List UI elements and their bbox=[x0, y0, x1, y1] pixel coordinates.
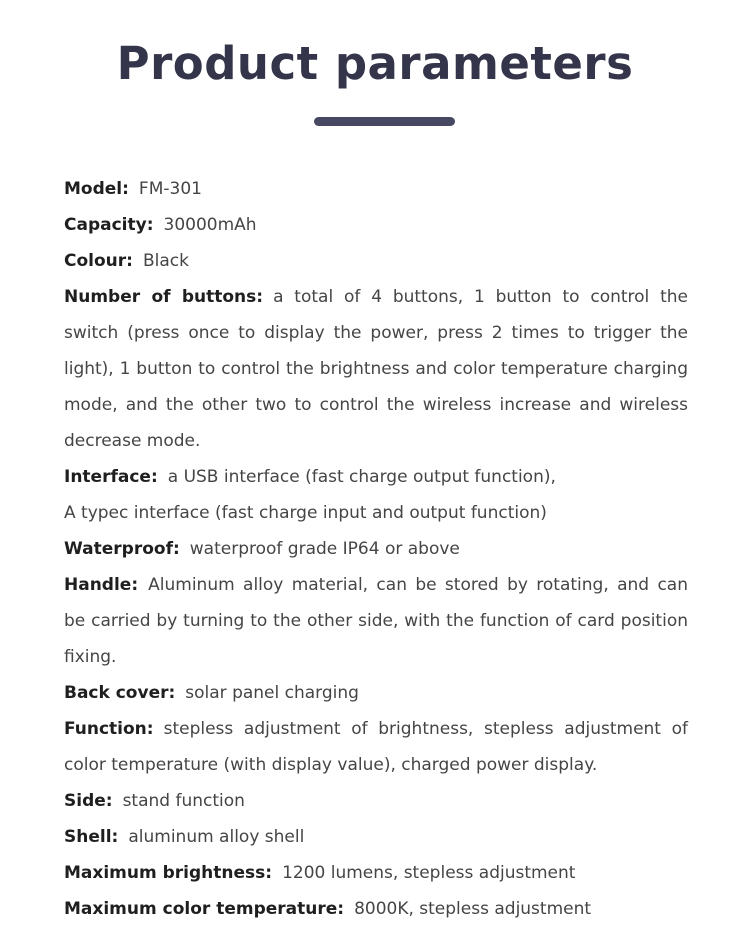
param-value: 8000K, stepless adjustment bbox=[354, 899, 592, 919]
param-row-model bbox=[64, 171, 688, 207]
param-value: stepless adjustment of brightness, stepless adjustment of color temperature (with display value), charged power display. bbox=[64, 719, 688, 775]
param-value: aluminum alloy shell bbox=[128, 827, 305, 847]
param-row-max-brightness bbox=[64, 855, 688, 891]
param-label: Handle: bbox=[64, 575, 139, 595]
param-row-waterproof bbox=[64, 531, 688, 567]
param-label: Capacity: bbox=[64, 215, 154, 235]
param-row-colour bbox=[64, 243, 688, 279]
param-value: 1200 lumens, stepless adjustment bbox=[282, 863, 576, 883]
param-label: Colour: bbox=[64, 251, 133, 271]
param-row-capacity bbox=[64, 207, 688, 243]
param-label: Back cover: bbox=[64, 683, 176, 703]
param-value: 30000mAh bbox=[163, 215, 257, 235]
param-value: FM-301 bbox=[138, 179, 202, 199]
param-label: Maximum brightness: bbox=[64, 863, 273, 883]
parameter-list bbox=[64, 171, 688, 927]
param-label: Waterproof: bbox=[64, 539, 180, 559]
param-row-max-color-temperature bbox=[64, 891, 688, 927]
param-row-back-cover bbox=[64, 675, 688, 711]
param-value: stand function bbox=[122, 791, 245, 811]
param-value: Aluminum alloy material, can be stored by rotating, and can be carried by turning to the other side, with the function of card position fixing. bbox=[64, 575, 688, 667]
param-row-shell bbox=[64, 819, 688, 855]
param-row-interface-continued bbox=[64, 495, 688, 531]
param-label: Function: bbox=[64, 719, 154, 739]
param-label: Shell: bbox=[64, 827, 119, 847]
param-value: waterproof grade IP64 or above bbox=[189, 539, 460, 559]
param-row-interface bbox=[64, 459, 688, 495]
param-label: Model: bbox=[64, 179, 129, 199]
title-underline-divider bbox=[314, 117, 455, 126]
param-label: Side: bbox=[64, 791, 113, 811]
param-value: Black bbox=[142, 251, 189, 271]
param-row-side bbox=[64, 783, 688, 819]
param-value: a USB interface (fast charge output function), bbox=[167, 467, 556, 487]
param-label: Number of buttons: bbox=[64, 287, 264, 307]
param-row-function bbox=[64, 711, 688, 783]
param-label: Maximum color temperature: bbox=[64, 899, 345, 919]
param-value: solar panel charging bbox=[185, 683, 359, 703]
param-row-buttons bbox=[64, 279, 688, 459]
param-value: a total of 4 buttons, 1 button to control the switch (press once to display the power, press 2 times to trigger the light), 1 button to control the brightness and color temperature charging mode, and the other two to control the wireless increase and wireless decrease mode. bbox=[64, 287, 688, 451]
param-value: A typec interface (fast charge input and output function) bbox=[64, 503, 547, 523]
page-title: Product parameters bbox=[116, 37, 634, 90]
param-label: Interface: bbox=[64, 467, 158, 487]
param-row-handle bbox=[64, 567, 688, 675]
